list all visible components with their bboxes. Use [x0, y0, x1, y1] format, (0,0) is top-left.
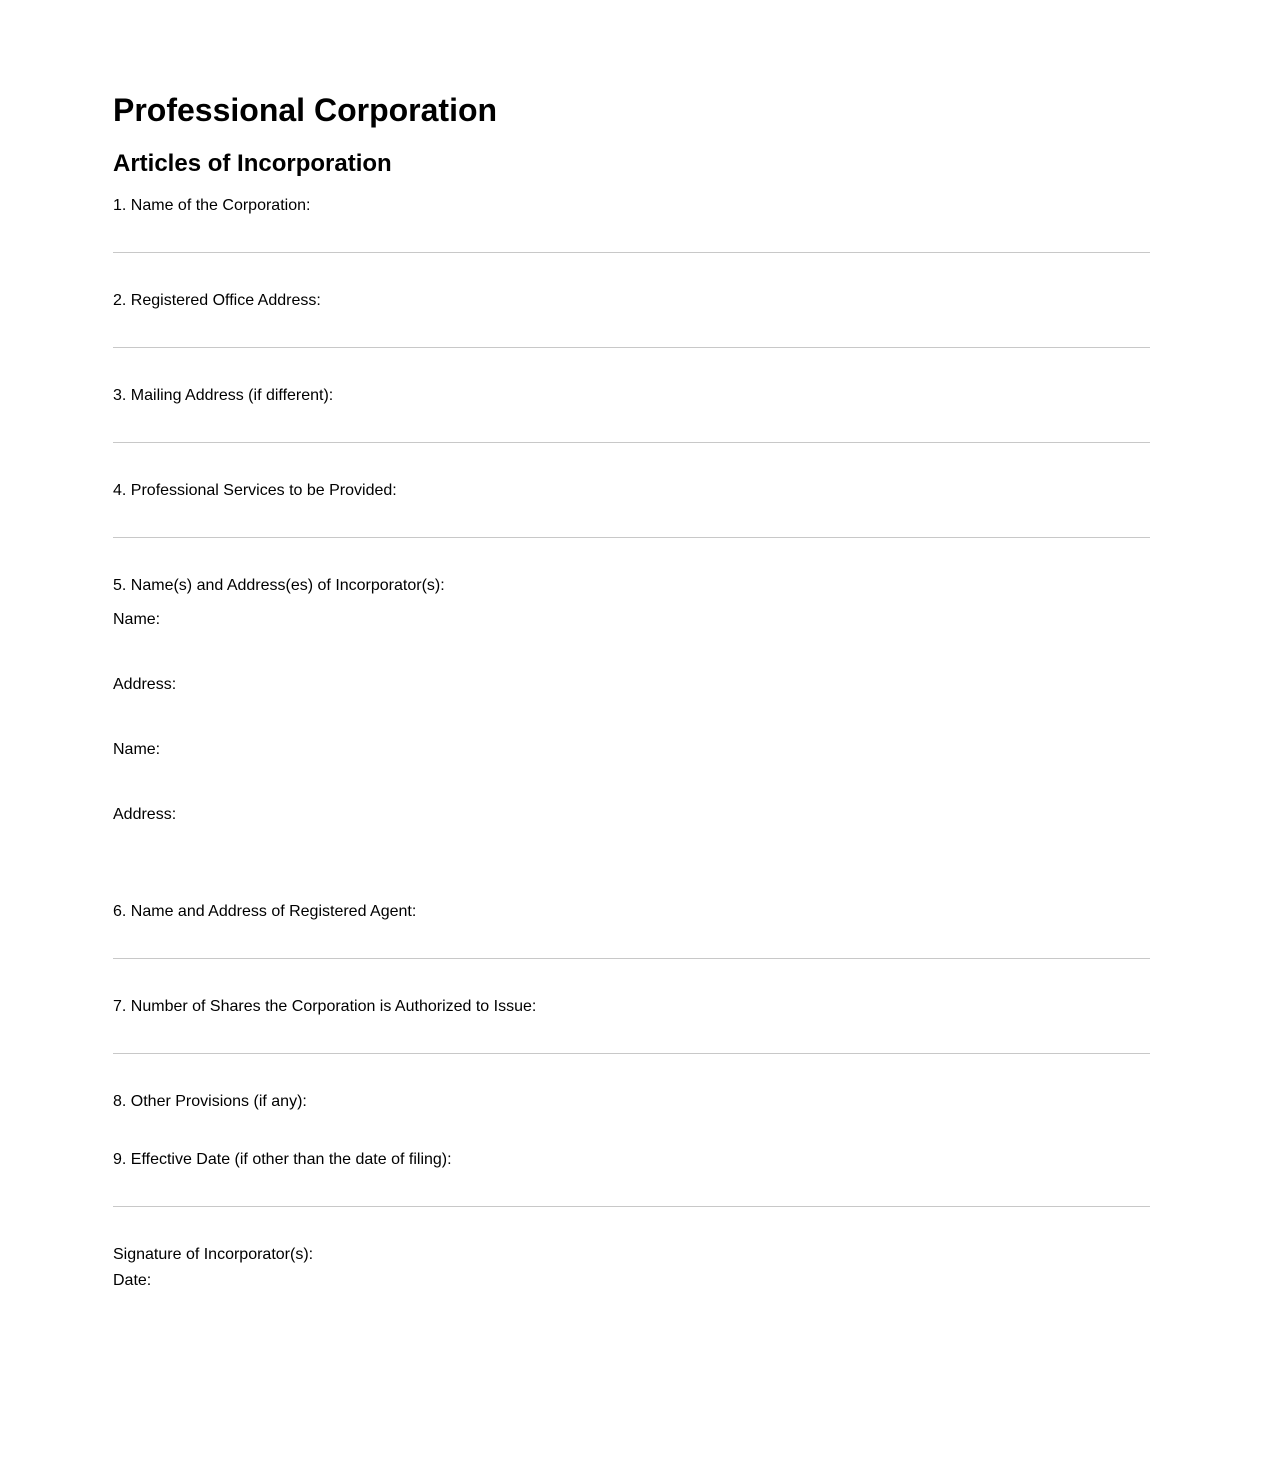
incorporator-2-name-label: Name: — [113, 741, 161, 758]
incorporator-1-address-label: Address: — [113, 676, 177, 693]
authorized-shares-label: 7. Number of Shares the Corporation is Authorized to Issue: — [113, 998, 537, 1015]
registered-agent-label: 6. Name and Address of Registered Agent: — [113, 903, 417, 920]
effective-date-line[interactable] — [113, 1206, 1150, 1207]
corporation-name-line[interactable] — [113, 252, 1150, 253]
document-title: Professional Corporation — [113, 92, 498, 128]
document-subtitle: Articles of Incorporation — [113, 150, 392, 177]
incorporator-1-name-label: Name: — [113, 611, 161, 628]
registered-office-label: 2. Registered Office Address: — [113, 292, 321, 309]
mailing-address-line[interactable] — [113, 442, 1150, 443]
professional-services-line[interactable] — [113, 537, 1150, 538]
effective-date-label: 9. Effective Date (if other than the date of filing): — [113, 1151, 452, 1168]
incorporators-label: 5. Name(s) and Address(es) of Incorporator(s): — [113, 577, 445, 594]
incorporator-2-address-label: Address: — [113, 806, 177, 823]
professional-services-label: 4. Professional Services to be Provided: — [113, 482, 397, 499]
other-provisions-label: 8. Other Provisions (if any): — [113, 1093, 307, 1110]
authorized-shares-line[interactable] — [113, 1053, 1150, 1054]
signature-label: Signature of Incorporator(s): — [113, 1246, 314, 1263]
corporation-name-label: 1. Name of the Corporation: — [113, 197, 311, 214]
registered-office-line[interactable] — [113, 347, 1150, 348]
date-label: Date: — [113, 1272, 152, 1289]
registered-agent-line[interactable] — [113, 958, 1150, 959]
mailing-address-label: 3. Mailing Address (if different): — [113, 387, 334, 404]
